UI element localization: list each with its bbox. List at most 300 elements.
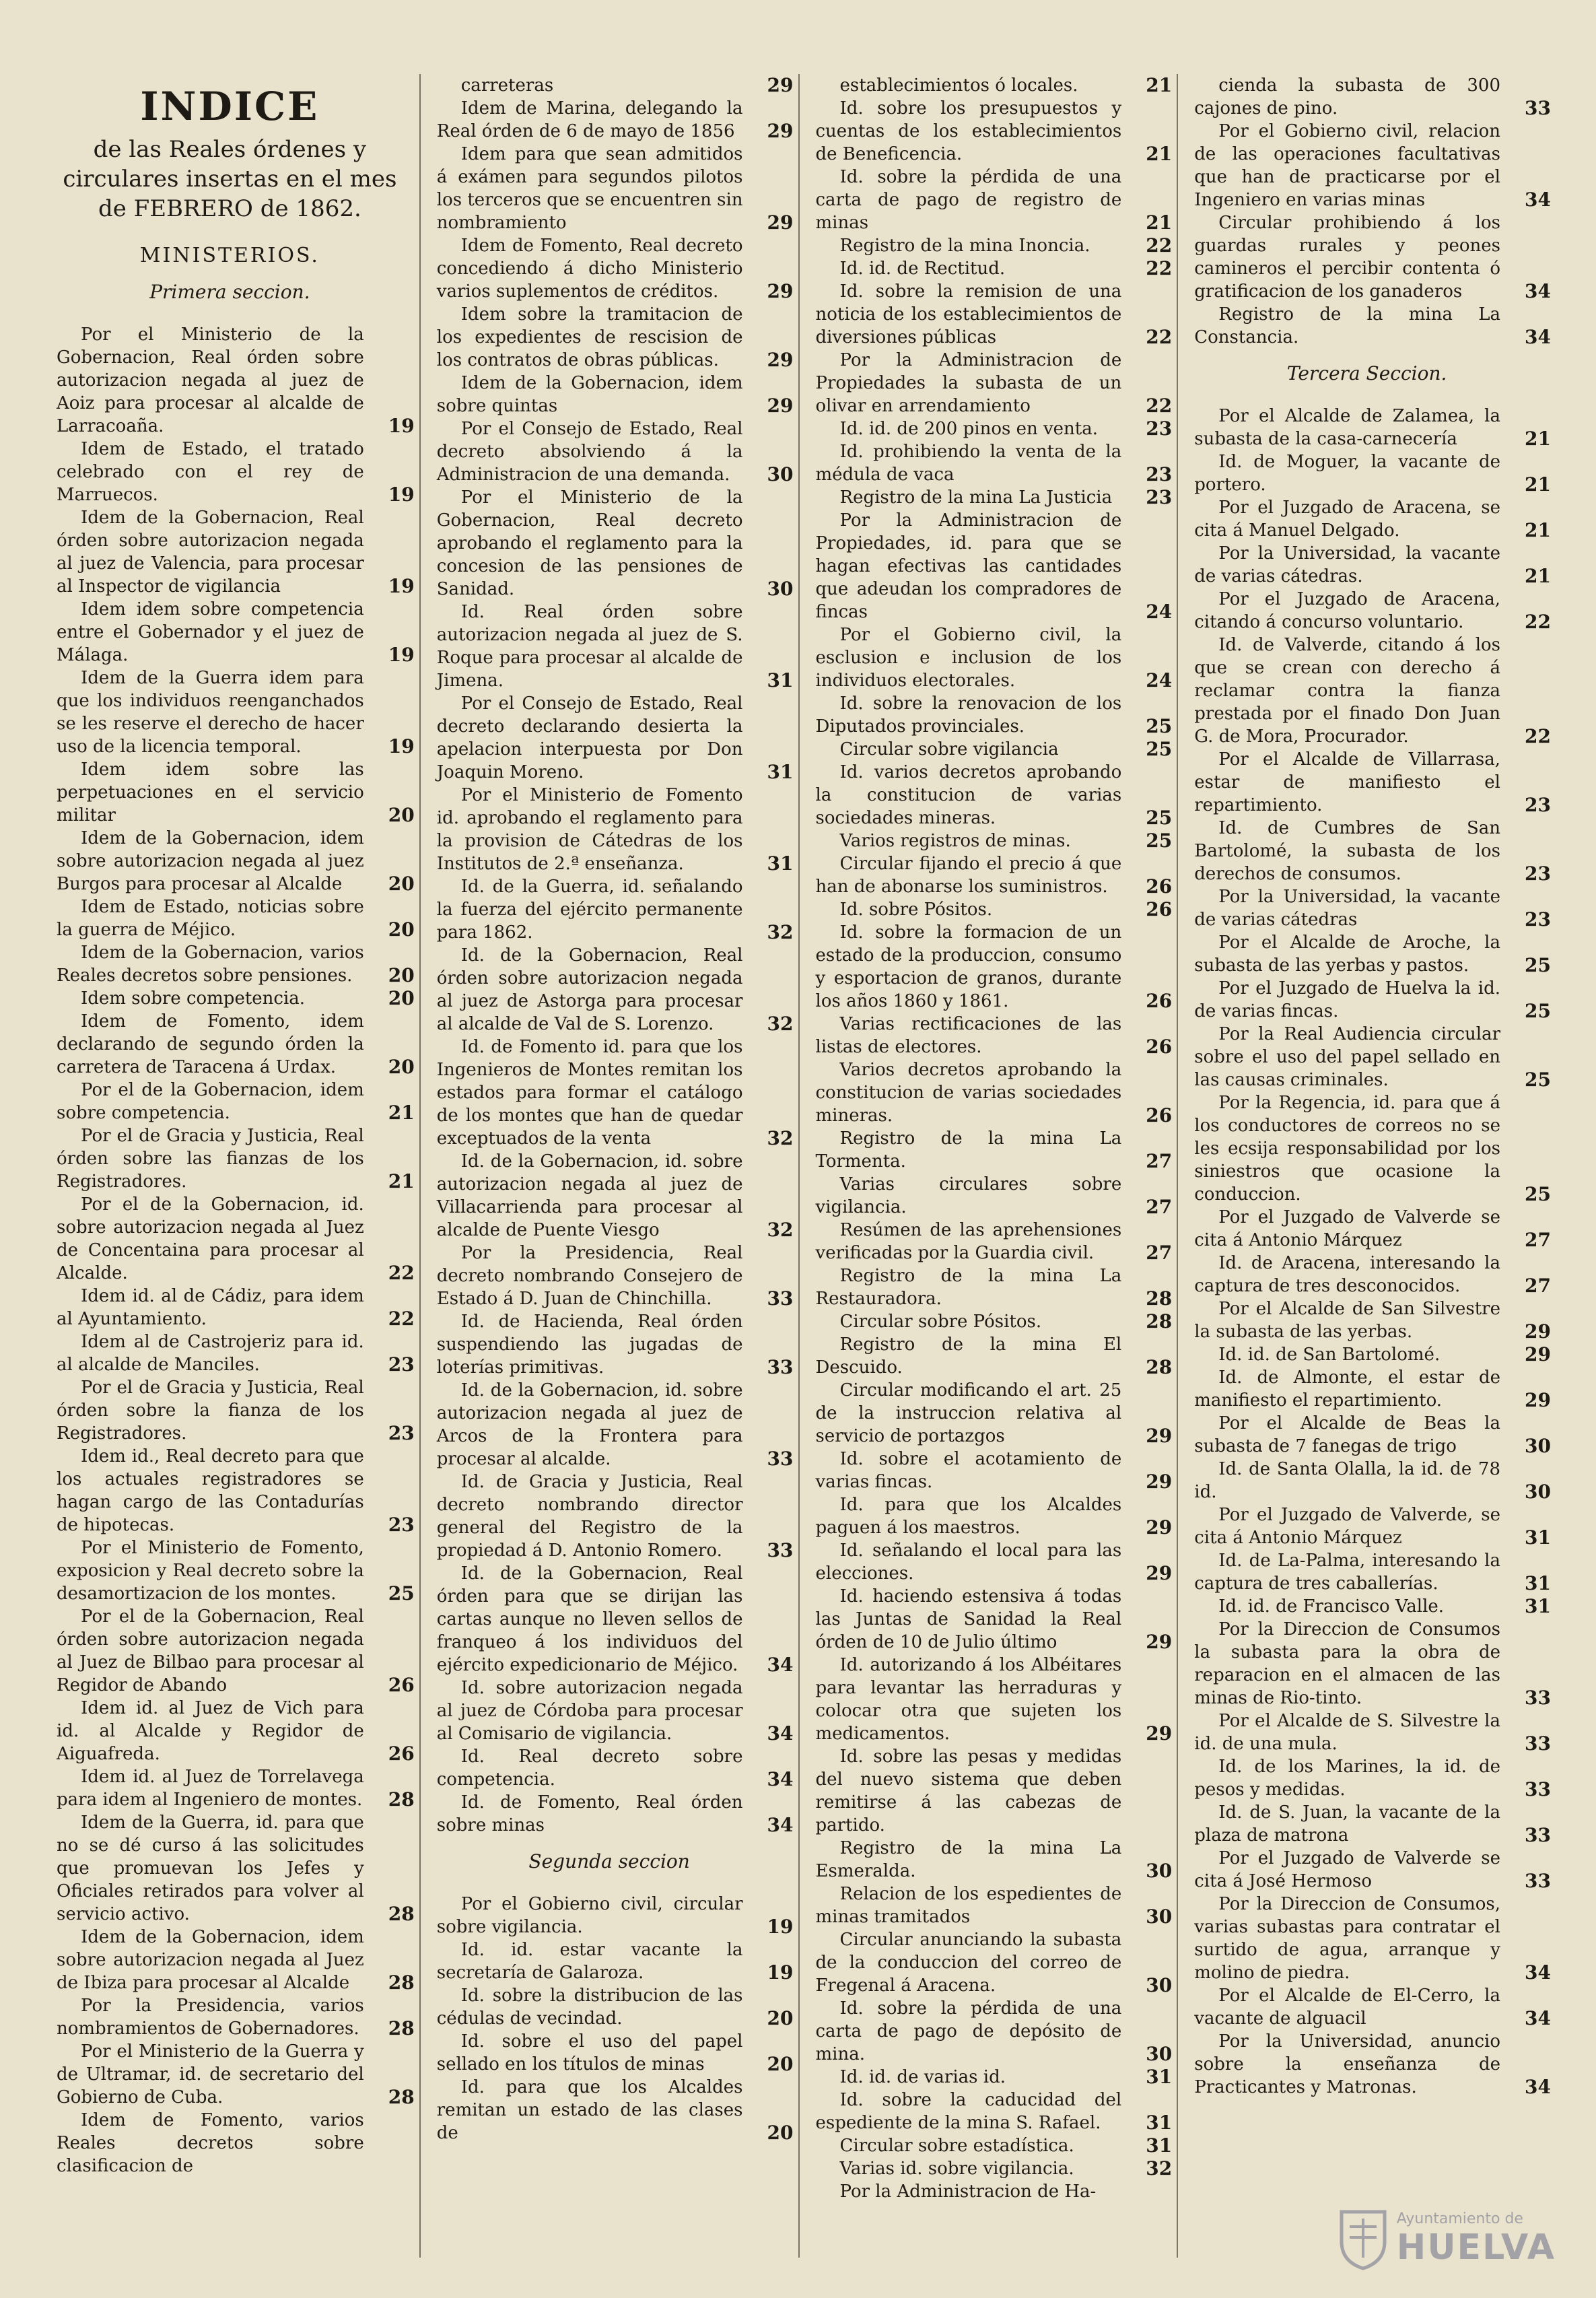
entry-page-number: 30 [767, 463, 794, 485]
entry-text: Id. de Almonte, el estar de manifiesto el repartimiento. [1194, 1367, 1500, 1411]
index-entry [815, 1264, 1173, 1310]
index-entry [815, 692, 1173, 738]
index-entry [1194, 1801, 1551, 1847]
index-entry [816, 2134, 1173, 2157]
entry-page-number: 34 [1525, 280, 1551, 302]
entry-page-number: 33 [1525, 1732, 1551, 1755]
entry-page-number: 31 [1146, 2134, 1173, 2157]
index-entry [815, 1013, 1173, 1058]
entry-text: Registro de la mina La Constancia. [1194, 304, 1500, 347]
index-entry [436, 303, 794, 372]
index-entry [436, 944, 794, 1036]
index-entry [436, 784, 794, 875]
index-entry [436, 1471, 794, 1562]
entry-text: Id. de la Gobernacion, id. sobre autorizacion negada al juez de Villacarrienda para procesar al alcalde de Puente Viesgo [436, 1151, 743, 1240]
index-entry [815, 1219, 1173, 1264]
entry-text: Id. sobre Pósitos. [839, 900, 993, 920]
index-entry [57, 1330, 415, 1376]
index-entry [816, 2066, 1173, 2089]
entry-text: Por el de la Gobernacion, idem sobre competencia. [57, 1080, 364, 1123]
entry-text: Id. de Gracia y Justicia, Real decreto nombrando director general del Registro de la propiedad á D. Antonio Romero. [436, 1472, 743, 1561]
entry-text: Id. id. de varias id. [839, 2067, 1006, 2087]
entry-text: Por la Universidad, la vacante de varias cátedras. [1194, 543, 1500, 586]
entry-page-number: 29 [1146, 1631, 1173, 1653]
entry-page-number: 33 [1525, 1870, 1551, 1892]
index-entry [57, 1926, 415, 1994]
entry-page-number: 21 [1525, 428, 1551, 450]
index-entry [815, 1883, 1173, 1928]
entries-column-2a [436, 74, 794, 1837]
entry-text: Por la Universidad, la vacante de varias cátedras [1194, 887, 1500, 930]
entry-text: Por el Gobierno civil, relacion de las operaciones facultativas que han de practicarse por el Ingeniero en varias minas [1194, 121, 1500, 210]
entry-text: Id. de Moguer, la vacante de portero. [1194, 452, 1500, 495]
entry-page-number: 23 [1525, 863, 1551, 885]
index-entry [815, 921, 1173, 1013]
entry-text: Idem de la Gobernacion, Real órden sobre autorizacion negada al juez de Valencia, para procesar al Inspector de vigilancia [57, 508, 364, 597]
index-entry [1194, 405, 1551, 450]
index-entry [1194, 1984, 1551, 2030]
entry-text: Varios registros de minas. [839, 831, 1071, 851]
entry-text: Id. id. de Rectitud. [839, 259, 1006, 279]
index-entry [815, 2089, 1173, 2134]
entry-text: Varios decretos aprobando la constitucion de varias sociedades mineras. [815, 1060, 1122, 1126]
entry-page-number: 34 [1525, 326, 1551, 348]
index-entry [436, 692, 794, 784]
ministries-heading: MINISTERIOS. [139, 244, 320, 267]
index-entry [816, 486, 1173, 509]
index-title: INDICE [140, 83, 320, 129]
entry-page-number: 27 [1525, 1275, 1551, 1297]
index-entry [436, 1938, 794, 1984]
entry-text: Por el de la Gobernacion, Real órden sobre autorizacion negada al Juez de Bilbao para procesar al Regidor de Abando [57, 1607, 364, 1695]
entry-text: Idem de la Gobernacion, idem sobre autorizacion negada al Juez de Ibiza para procesar al Alcalde [57, 1927, 364, 1993]
index-entry [1194, 1297, 1551, 1343]
entry-page-number: 23 [388, 1514, 415, 1536]
index-entry [1194, 1893, 1551, 1984]
entry-text: Id. de la Gobernacion, id. sobre autorizacion negada al juez de Arcos de la Frontera para procesar al alcalde. [436, 1380, 743, 1469]
index-entry [1194, 1503, 1551, 1549]
entry-text: Idem de la Gobernacion, varios Reales decretos sobre pensiones. [57, 943, 364, 986]
entry-text: Por el Juzgado de Valverde se cita á José Hermoso [1194, 1848, 1500, 1891]
huelva-watermark [1336, 2206, 1556, 2271]
index-entry [57, 758, 415, 827]
index-entry [57, 1605, 415, 1697]
city-shield-icon [1336, 2206, 1390, 2271]
entry-text: Por el Juzgado de Aracena, citando á concurso voluntario. [1194, 589, 1500, 632]
entry-page-number: 19 [388, 483, 415, 506]
entry-text: Id. de Hacienda, Real órden suspendiendo las jugadas de loterías primitivas. [436, 1312, 743, 1378]
entry-page-number: 19 [388, 575, 415, 597]
entry-text: Idem de Fomento, idem declarando de segundo órden la carretera de Taracena á Urdax. [57, 1011, 364, 1077]
entry-page-number: 20 [388, 873, 415, 895]
entry-text: Varias circulares sobre vigilancia. [815, 1174, 1122, 1217]
entry-text: Por el Consejo de Estado, Real decreto absolviendo á la Administracion de una demanda. [436, 419, 743, 485]
column-1 [40, 74, 419, 2258]
entry-page-number: 26 [1146, 1104, 1173, 1126]
entry-text: Id. haciendo estensiva á todas las Juntas de Sanidad la Real órden de 10 de Julio último [815, 1586, 1122, 1652]
entry-page-number: 34 [1525, 2076, 1551, 2098]
entry-text: Id. id. de Francisco Valle. [1218, 1596, 1445, 1617]
entry-page-number: 34 [767, 1814, 794, 1836]
index-entry [57, 1079, 415, 1124]
index-entry [436, 486, 794, 601]
entry-text: Idem idem sobre las perpetuaciones en el servicio militar [57, 759, 364, 825]
entry-text: Id. autorizando á los Albéitares para levantar las herraduras y colocar otra que sujeten los medicamentos. [815, 1655, 1122, 1744]
entry-page-number: 19 [388, 735, 415, 757]
entry-page-number: 29 [767, 395, 794, 417]
index-entry [57, 667, 415, 758]
entry-text: Idem de Fomento, varios Reales decretos sobre clasificacion de [57, 2110, 364, 2176]
entry-page-number: 30 [1525, 1435, 1551, 1457]
entry-text: Por el Ministerio de Fomento, exposicion y Real decreto sobre la desamortizacion de los montes. [57, 1538, 364, 1604]
entry-page-number: 22 [1525, 725, 1551, 747]
entry-page-number: 31 [1146, 2111, 1173, 2134]
entry-text: Id. de Fomento, Real órden sobre minas [436, 1792, 743, 1835]
index-entry [815, 1928, 1173, 1997]
index-entry [1194, 496, 1551, 542]
index-entry [816, 234, 1173, 257]
entry-page-number: 29 [1146, 1516, 1173, 1539]
section-1-heading: Primera seccion. [149, 281, 310, 303]
index-entry [815, 1058, 1173, 1127]
entry-text: Por el Ministerio de la Gobernacion, Real órden sobre autorizacion negada al juez de Aoiz para procesar al alcalde de Larracoaña. [57, 325, 364, 436]
index-entry [436, 601, 794, 692]
index-entry [436, 1791, 794, 1837]
entry-page-number: 20 [767, 2007, 794, 2029]
index-entry [57, 1445, 415, 1536]
entry-page-number: 33 [1525, 1778, 1551, 1800]
index-entry [815, 1654, 1173, 1745]
entry-text: Por la Regencia, id. para que á los conductores de correos no se les ecsija responsabilidad por los siniestros que ocasione la conduccion. [1194, 1093, 1500, 1205]
entry-text: Circular sobre vigilancia [839, 739, 1059, 759]
entry-text: Por el Alcalde de Villarrasa, estar de manifiesto el repartimiento. [1194, 749, 1500, 815]
index-entry [436, 143, 794, 234]
index-entry [1194, 2030, 1551, 2099]
entry-text: Por el de la Gobernacion, id. sobre autorizacion negada al Juez de Concentaina para procesar al Alcalde. [57, 1194, 364, 1283]
index-entry [436, 2076, 794, 2144]
entry-page-number: 24 [1146, 601, 1173, 623]
index-entry [1194, 588, 1551, 634]
entry-page-number: 32 [767, 1219, 794, 1241]
entry-page-number: 22 [1146, 395, 1173, 417]
entry-text: Idem idem sobre competencia entre el Gobernador y el juez de Málaga. [57, 599, 364, 665]
index-entry [57, 1010, 415, 1079]
index-entry [1194, 634, 1551, 748]
index-entry [436, 875, 794, 944]
index-entry [815, 1448, 1173, 1493]
entry-text: Id. sobre la renovacion de los Diputados provinciales. [815, 694, 1122, 737]
entry-text: Id. para que los Alcaldes remitan un estado de las clases de [436, 2077, 743, 2143]
entry-text: Circular anunciando la subasta de la conduccion del correo de Fregenal á Aracena. [815, 1930, 1122, 1996]
entry-page-number: 25 [388, 1582, 415, 1604]
index-entry [1194, 1091, 1551, 1206]
index-entry [1194, 1412, 1551, 1458]
entry-text: Por la Administracion de Propiedades la subasta de un olivar en arrendamiento [815, 350, 1122, 416]
entry-text: Registro de la mina La Esmeralda. [815, 1838, 1122, 1881]
entry-page-number: 33 [767, 1539, 794, 1561]
entry-page-number: 29 [767, 120, 794, 142]
entry-page-number: 22 [1525, 611, 1551, 633]
entry-page-number: 29 [767, 280, 794, 302]
entry-text: Id. sobre la caducidad del espediente de la mina S. Rafael. [815, 2090, 1122, 2133]
entry-text: Id. sobre las pesas y medidas del nuevo sistema que deben remitirse á las cabezas de partido. [815, 1747, 1122, 1835]
entry-text: Idem id. al de Cádiz, para idem al Ayuntamiento. [57, 1286, 364, 1329]
entry-page-number: 19 [388, 644, 415, 666]
index-entry [815, 97, 1173, 166]
entries-column-4b [1194, 405, 1551, 2099]
entry-page-number: 21 [1146, 143, 1173, 165]
index-entry [57, 1765, 415, 1811]
entry-page-number: 29 [767, 211, 794, 234]
entry-text: Por el Juzgado de Valverde se cita á Antonio Márquez [1194, 1207, 1500, 1250]
entry-text: Idem de Fomento, Real decreto concediendo á dicho Ministerio varios suplementos de créditos. [436, 236, 743, 302]
entry-text: Id. prohibiendo la venta de la médula de vaca [815, 442, 1122, 485]
entry-text: Idem de la Guerra, id. para que no se dé curso á las solicitudes que promuevan los Jefes y Oficiales retirados para volver al servicio activo. [57, 1813, 364, 1924]
index-entry [815, 349, 1173, 417]
entry-page-number: 21 [1146, 74, 1173, 96]
entry-text: Idem sobre la tramitacion de los expedientes de rescision de los contratos de obras públicas. [436, 304, 743, 370]
entry-text: Idem de Estado, noticias sobre la guerra de Méjico. [57, 897, 364, 940]
entry-text: Por la Direccion de Consumos la subasta para la obra de reparacion en el almacen de las minas de Rio-tinto. [1194, 1619, 1500, 1708]
entry-text: Id. Real decreto sobre competencia. [436, 1747, 743, 1790]
index-entry [816, 738, 1173, 761]
entry-page-number: 21 [1525, 519, 1551, 541]
entries-column-2b [436, 1893, 794, 2144]
index-entry [57, 1811, 415, 1926]
entries-column-3 [815, 74, 1173, 2203]
entry-text: Id. id. de San Bartolomé. [1218, 1345, 1441, 1365]
entry-page-number: 23 [1525, 794, 1551, 816]
entry-text: Por el Consejo de Estado, Real decreto declarando desierta la apelacion interpuesta por Don Joaquin Moreno. [436, 694, 743, 782]
index-entry [815, 852, 1173, 898]
entry-page-number: 19 [388, 415, 415, 437]
entry-text: Registro de la mina Inoncia. [839, 236, 1090, 256]
entry-text: Idem sobre competencia. [81, 988, 306, 1009]
index-entry [436, 1984, 794, 2030]
entry-text: Relacion de los espedientes de minas tramitados [815, 1884, 1122, 1927]
entry-text: Registro de la mina El Descuido. [815, 1334, 1122, 1378]
entries-column-4a [1194, 74, 1551, 349]
entry-text: Por la Presidencia, varios nombramientos de Gobernadores. [57, 1996, 364, 2039]
entry-text: Por el Alcalde de Beas la subasta de 7 fanegas de trigo [1194, 1413, 1500, 1456]
index-entry [816, 1745, 1161, 1837]
entry-page-number: 20 [388, 918, 415, 941]
entry-text: Circular modificando el art. 25 de la instruccion relativa al servicio de portazgos [815, 1380, 1122, 1446]
entry-page-number: 31 [767, 852, 794, 875]
entry-text: Id. de Valverde, citando á los que se crean con derecho á reclamar contra la fianza prestada por el finado Don Juan G. de Mora, Procurador. [1194, 635, 1500, 747]
entry-text: Id. sobre la distribucion de las cédulas de vecindad. [436, 1986, 743, 2029]
entry-text: Idem id. al Juez de Vich para id. al Alcalde y Regidor de Aiguafreda. [57, 1698, 364, 1764]
entry-text: Resúmen de las aprehensiones verificadas por la Guardia civil. [815, 1220, 1122, 1263]
entry-page-number: 30 [767, 578, 794, 600]
index-entry [1194, 1595, 1551, 1618]
index-entry [815, 623, 1173, 692]
entry-text: Id. sobre la formacion de un estado de la produccion, consumo y esportacion de granos, durante los años 1860 y 1861. [815, 922, 1122, 1011]
entry-page-number: 21 [1146, 211, 1173, 234]
index-entry [816, 898, 1173, 921]
entry-text: Id. de los Marines, la id. de pesos y medidas. [1194, 1757, 1500, 1800]
entry-page-number: 29 [1525, 1343, 1551, 1365]
index-entry [57, 1124, 415, 1193]
index-entry [815, 280, 1173, 349]
entry-page-number: 19 [767, 1916, 794, 1938]
index-entry [1194, 1755, 1551, 1801]
entry-text: Por la Presidencia, Real decreto nombrando Consejero de Estado á D. Juan de Chinchilla. [436, 1243, 743, 1309]
entry-page-number: 31 [1525, 1572, 1551, 1594]
entry-page-number: 28 [1146, 1310, 1173, 1332]
entry-page-number: 20 [767, 2122, 794, 2144]
index-entry [1194, 885, 1551, 931]
entry-page-number: 23 [1525, 908, 1551, 931]
index-entry [1194, 748, 1551, 817]
entries-column-1 [57, 323, 415, 2177]
entry-page-number: 26 [1146, 898, 1173, 920]
entry-text: Por la Real Audiencia circular sobre el uso del papel sellado en las causas criminales. [1194, 1024, 1500, 1090]
index-entry [57, 1994, 415, 2040]
entry-text: Registro de la mina La Restauradora. [815, 1266, 1122, 1309]
index-entry [57, 941, 415, 987]
entry-page-number: 34 [767, 1768, 794, 1790]
entry-text: carreteras [460, 75, 554, 96]
index-entry [1194, 1206, 1551, 1252]
column-2 [419, 74, 798, 2258]
index-entry [57, 1193, 415, 1285]
index-entry [815, 1997, 1173, 2066]
entry-page-number: 29 [1525, 1389, 1551, 1411]
index-entry [436, 1379, 794, 1471]
entry-page-number: 26 [1146, 990, 1173, 1012]
index-entry [436, 1562, 794, 1677]
index-subtitle: de las Reales órdenes y circulares insertas en el mes de FEBRERO de 1862. [63, 136, 397, 222]
entry-page-number: 29 [1146, 1722, 1173, 1745]
section-3-heading: Tercera Seccion. [1286, 362, 1447, 384]
entry-text: Por el Alcalde de S. Silvestre la id. de una mula. [1194, 1711, 1500, 1754]
entry-text: Varias rectificaciones de las listas de electores. [815, 1014, 1122, 1057]
entry-text: Id. varios decretos aprobando la constitucion de varias sociedades mineras. [815, 762, 1122, 828]
index-entry [436, 1242, 794, 1310]
index-entry [436, 1745, 794, 1791]
entry-page-number: 26 [388, 1674, 415, 1696]
entry-page-number: 22 [388, 1262, 415, 1284]
entry-text: Idem de Estado, el tratado celebrado con el rey de Marruecos. [57, 439, 364, 505]
entry-text: Id. de la Gobernacion, Real órden para que se dirijan las cartas aunque no lleven sellos de franqueo á los individuos del ejército expedicionario de Méjico. [436, 1563, 743, 1675]
entry-text: Por el Ministerio de la Guerra y de Ultramar, id. de secretario del Gobierno de Cuba. [57, 2041, 364, 2107]
column-4 [1177, 74, 1556, 2258]
index-entry [436, 234, 794, 303]
index-entry [1194, 1458, 1551, 1503]
index-entry [1194, 74, 1551, 120]
entry-text: Por el Juzgado de Aracena, se cita á Manuel Delgado. [1194, 498, 1500, 541]
index-entry [57, 323, 415, 438]
index-entry [816, 2157, 1173, 2180]
entry-text: Registro de la mina La Justicia [839, 487, 1113, 508]
entry-page-number: 25 [1525, 1069, 1551, 1091]
entry-page-number: 34 [767, 1654, 794, 1676]
entry-page-number: 21 [1525, 565, 1551, 587]
entry-text: Por el Alcalde de Zalamea, la subasta de la casa-carnecería [1194, 406, 1500, 449]
entry-text: Id. id. de 200 pinos en venta. [839, 419, 1099, 439]
entry-page-number: 33 [767, 1356, 794, 1378]
index-entry [815, 1173, 1173, 1219]
index-entry [815, 1379, 1173, 1448]
index-entry [436, 1150, 794, 1242]
entry-text: Id. sobre la pérdida de una carta de pago de registro de minas [815, 167, 1122, 233]
entry-page-number: 30 [1146, 2043, 1173, 2065]
entry-page-number: 23 [1146, 486, 1173, 508]
entry-page-number: 28 [1146, 1356, 1173, 1378]
entry-text: Por la Direccion de Consumos, varias subastas para contratar el surtido de agua, arranque y molino de piedra. [1194, 1894, 1500, 1983]
entry-text: Id. sobre la remision de una noticia de los establecimientos de diversiones públicas [815, 281, 1122, 347]
index-entry [57, 1536, 415, 1605]
index-entry [816, 2180, 1161, 2203]
entry-text: Id. id. estar vacante la secretaría de Galaroza. [436, 1940, 743, 1983]
entry-page-number: 22 [1146, 257, 1173, 279]
entry-page-number: 25 [1146, 738, 1173, 760]
entry-text: Por el Juzgado de Huelva la id. de varias fincas. [1194, 978, 1500, 1021]
index-entry [815, 509, 1173, 623]
entry-page-number: 29 [1146, 1425, 1173, 1447]
index-entry [815, 1585, 1173, 1654]
index-entry [1194, 120, 1551, 211]
entry-text: Por la Universidad, anuncio sobre la enseñanza de Practicantes y Matronas. [1194, 2031, 1500, 2097]
entry-page-number: 22 [1146, 234, 1173, 257]
entry-text: Circular sobre Pósitos. [839, 1312, 1042, 1332]
entry-text: Por el de Gracia y Justicia, Real órden sobre las fianzas de los Registradores. [57, 1126, 364, 1192]
index-entry [57, 506, 415, 598]
index-entry [437, 74, 794, 97]
index-entry [436, 417, 794, 486]
entry-text: Id. sobre autorizacion negada al juez de Córdoba para procesar al Comisario de vigilancia. [436, 1678, 743, 1744]
index-entry [1194, 977, 1551, 1023]
entry-page-number: 32 [1146, 2157, 1173, 2179]
entry-text: establecimientos ó locales. [839, 75, 1078, 96]
entry-page-number: 28 [388, 1971, 415, 1994]
entry-page-number: 21 [388, 1102, 415, 1124]
index-entry [815, 1837, 1173, 1883]
entry-page-number: 29 [767, 349, 794, 371]
entry-page-number: 24 [1146, 669, 1173, 691]
entry-page-number: 29 [1146, 1562, 1173, 1584]
entry-text: Idem id., Real decreto para que los actuales registradores se hagan cargo de las Contadurías de hipotecas. [57, 1446, 364, 1535]
index-entry [1194, 1343, 1551, 1366]
index-entry [57, 895, 415, 941]
index-entry [1194, 1618, 1551, 1710]
entry-text: Idem de la Gobernacion, idem sobre quintas [436, 373, 743, 416]
entry-page-number: 28 [388, 1788, 415, 1811]
entry-text: Por el Ministerio de la Gobernacion, Real decreto aprobando el reglamento para la concesion de las pensiones de Sanidad. [436, 487, 743, 599]
index-entry [816, 1310, 1173, 1333]
index-entry [815, 440, 1173, 486]
entry-page-number: 34 [1525, 1961, 1551, 1984]
entry-page-number: 22 [1146, 326, 1173, 348]
entry-text: Id. de S. Juan, la vacante de la plaza de matrona [1194, 1802, 1500, 1846]
entry-page-number: 32 [767, 1127, 794, 1149]
entry-page-number: 33 [767, 1448, 794, 1470]
entry-page-number: 26 [1146, 1036, 1173, 1058]
index-entry [1194, 211, 1551, 303]
entry-page-number: 19 [767, 1961, 794, 1984]
entry-text: Id. de Cumbres de San Bartolomé, la subasta de los derechos de consumos. [1194, 818, 1500, 884]
entry-text: Id. de la Gobernacion, Real órden sobre autorizacion negada al juez de Astorga para procesar al alcalde de Val de S. Lorenzo. [436, 945, 743, 1034]
index-entry [1194, 1710, 1551, 1755]
index-entry [816, 257, 1173, 280]
entry-text: Idem para que sean admitidos á exámen para segundos pilotos los terceros que se encuentren sin nombramiento [436, 144, 743, 233]
watermark-line-2: HUELVA [1396, 2227, 1556, 2268]
index-entry [1194, 1549, 1551, 1595]
index-entry [436, 1036, 794, 1150]
entry-text: cienda la subasta de 300 cajones de pino. [1194, 75, 1500, 119]
index-entry [57, 598, 415, 667]
